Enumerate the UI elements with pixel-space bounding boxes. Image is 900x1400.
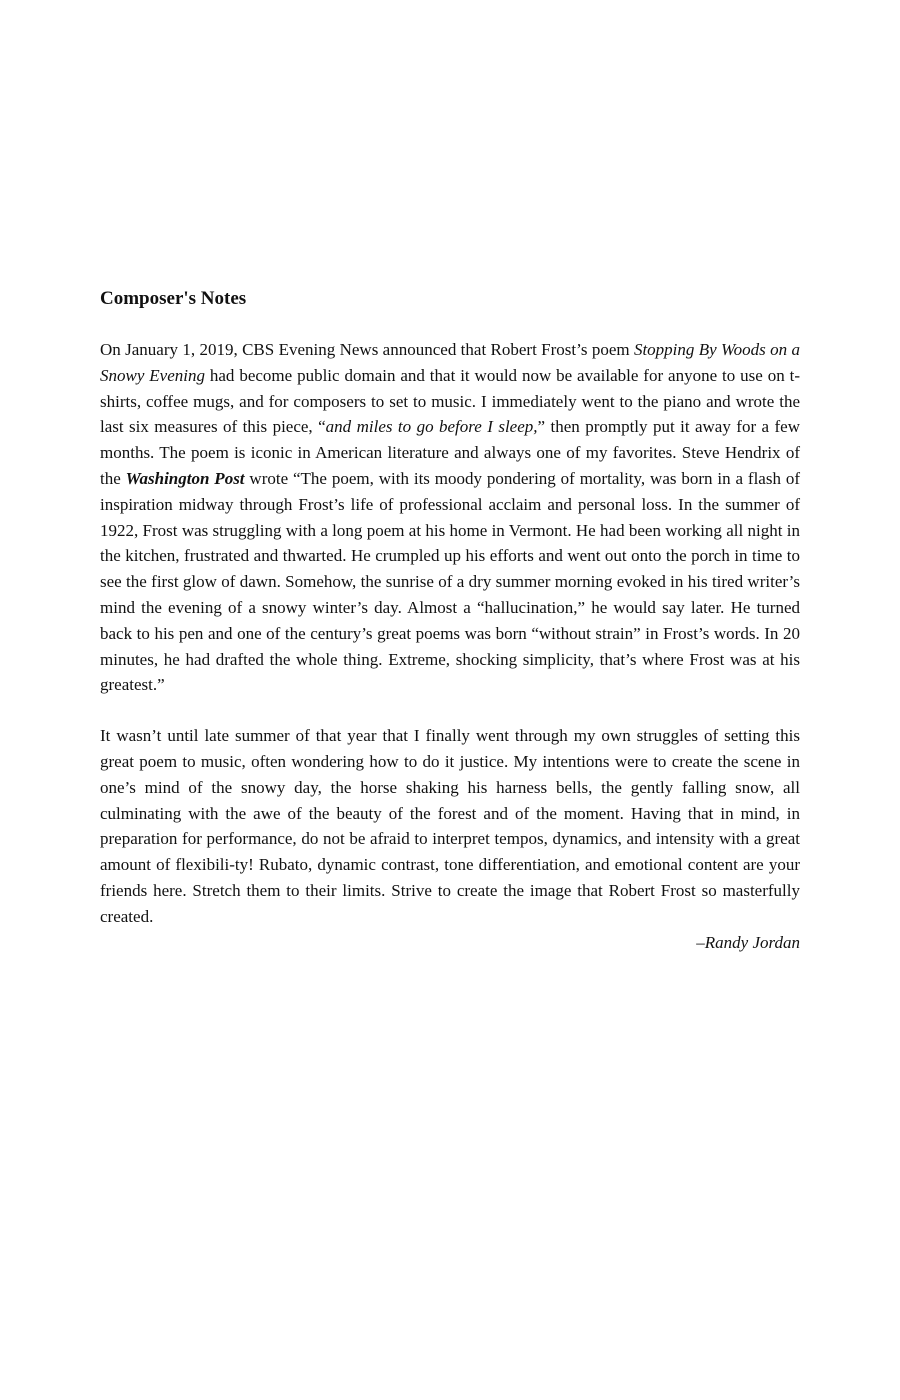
poem-quote: and miles to go before I sleep, <box>325 417 538 437</box>
paragraph-1-text-3: ” then promptly put it away for a few months. The poem is iconic in American literature and always one of my favorites. Steve Hendrix of the <box>100 417 800 488</box>
poem-title: Stopping By Woods on a Snowy Evening <box>100 340 800 385</box>
notes-paragraph-1 <box>100 337 800 698</box>
composers-notes-page <box>100 284 800 955</box>
paragraph-1-text-4: wrote “The poem, with its moody pondering of mortality, was born in a flash of inspiration midway through Frost’s life of professional acclaim and personal loss. In the summer of 1922, Frost was struggling with a long poem at his home in Vermont. He had been working all night in the kitchen, frustrated and thwarted. He crumpled up his efforts and went out onto the porch in time to see the first glow of dawn. Somehow, the sunrise of a dry summer morning evoked in his tired writer’s mind the evening of a snowy winter’s day. Almost a “hallucination,” he would say later. He turned back to his pen and one of the century’s great poems was born “without strain” in Frost’s words. In 20 minutes, he had drafted the whole thing. Extreme, shocking simplicity, that’s where Frost was at his greatest.” <box>100 468 800 695</box>
paragraph-1-text-2: had become public domain and that it would now be available for anyone to use on t-shirts, coffee mugs, and for composers to set to music. I immediately went to the piano and wrote the last six measures of this piece, “ <box>100 365 800 437</box>
publication-name: Washington Post <box>125 468 245 488</box>
author-signature: –Randy Jordan <box>696 932 800 952</box>
notes-paragraph-2: It wasn’t until late summer of that year that I finally went through my own struggles of setting this great poem to music, often wondering how to do it justice. My intentions were to create the scene in one’s mind of the snowy day, the horse shaking his harness bells, the gently falling snow, all culminating with the awe of the beauty of the forest and of the moment. Having that in mind, in preparation for performance, do not be afraid to interpret tempos, dynamics, and intensity with a great amount of flexibili-ty! Rubato, dynamic contrast, tone differentiation, and emotional content are your friends here. Stretch them to their limits. Strive to create the image that Robert Frost so masterfully created. <box>100 726 800 926</box>
paragraph-1-text-1: On January 1, 2019, CBS Evening News announced that Robert Frost’s poem <box>100 340 634 359</box>
page-title: Composer's Notes <box>100 288 247 309</box>
